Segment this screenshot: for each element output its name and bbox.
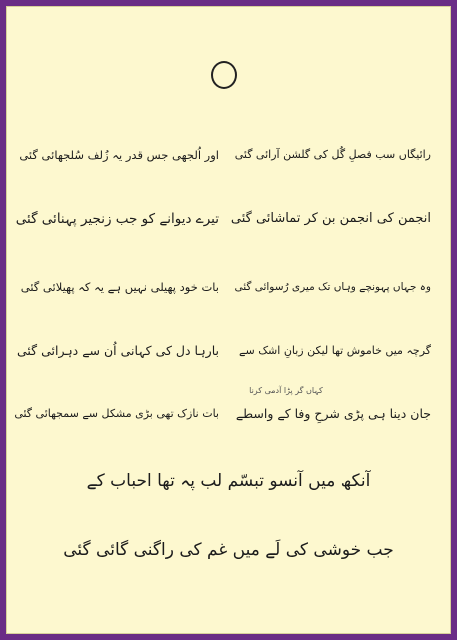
verse-1-first-line: رائیگاں سب فصلِ گُل کی گلشن آرائی گئی (234, 148, 431, 161)
poem-page (6, 6, 451, 634)
verse-3-first-line: وہ جہاں پہونچے وہاں تک میری رُسوائی گئی (234, 281, 431, 293)
verse-2-first-line: انجمن کی انجمن بن کر تماشائی گئی (230, 211, 431, 226)
verse-4-second-line: بارہا دل کی کہانی اُن سے دہرائی گئی (16, 343, 219, 358)
header-circle-ornament (211, 61, 237, 89)
verse-2-second-line: تیرے دیوانے کو جب زنجیر پہنائی گئی (15, 211, 219, 227)
marginal-note: کہاں گر پڑا آدمی کرنا (249, 386, 323, 395)
verse-3-second-line: بات خود پھیلی نہیں ہے یہ کہ پھیلائی گئی (20, 280, 219, 294)
closing-verse-second-line: جب خوشی کی لَے میں غم کی راگنی گائی گئی (63, 540, 394, 560)
verse-1-second-line: اور اُلجھی جس قدر یہ زُلف سُلجھائی گئی (19, 148, 219, 162)
verse-4-first-line: گرچہ میں خاموش تھا لیکن زبانِ اشک سے (239, 344, 431, 357)
closing-verse-first-line: آنکھ میں آنسو تبسّم لب پہ تھا احباب کے (86, 471, 371, 491)
verse-5-second-line: بات نازک تھی بڑی مشکل سے سمجھائی گئی (14, 407, 219, 420)
verse-5-first-line: جان دینا ہی پڑی شرحِ وفا کے واسطے (235, 406, 431, 421)
